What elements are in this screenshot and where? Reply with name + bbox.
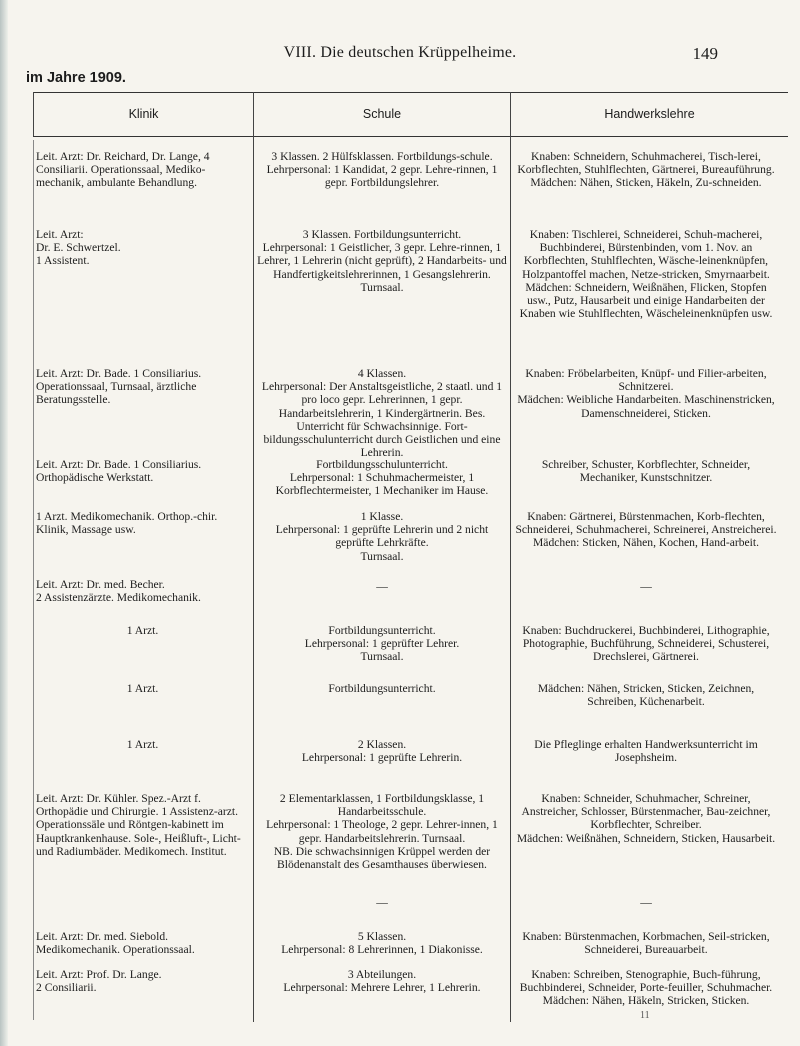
cell-text: Mädchen: Schneidern, Weißnähen, Flicken, Stopfen usw., Putz, Hausarbeit und einige Handarbeiten der Knaben wie Stuhlflechten, Wäscheleinenknüpfen usw. (519, 280, 773, 321)
cell-text: Lehrpersonal: 8 Lehrerinnen, 1 Diakonisse. (281, 943, 483, 957)
table-row-1-klinik (36, 150, 249, 190)
table-row-12-handwerk (514, 930, 778, 956)
table-row-9-klinik (36, 738, 249, 751)
table-row-10-schule (257, 792, 507, 871)
cell-text: Fortbildungsunterricht. (328, 682, 436, 695)
footer-signature-mark: 11 (640, 1010, 650, 1021)
cell-text: — (640, 896, 652, 909)
cell-text: Knaben: Schneider, Schuhmacher, Schreiner, Anstreicher, Schlosser, Bürstenmacher, Bau-zeichner, Korbflechter, Schreiber. (521, 792, 771, 832)
cell-text: 2 Klassen. (357, 738, 407, 751)
cell-text: 1 Arzt. Medikomechanik. Orthop.-chir. Klinik, Massage usw. (36, 510, 218, 537)
table-row-3-klinik (36, 367, 249, 407)
cell-text: Knaben: Tischlerei, Schneiderei, Schuh-macherei, Buchbinderei, Bürstenbinden, vom 1. Nov. an Korbflechten, Stuhlflechten, Wäsche-leinenknüpfen, Holzpantoffel machen, Netze-stricken, Smyrnaarbeit. (522, 228, 770, 281)
cell-text: Knaben: Buchdruckerei, Buchbinderei, Lithographie, Photographie, Buchführung, Schneiderei, Schusterei, Drechslerei, Gärtnerei. (522, 624, 770, 664)
cell-text: Lehrpersonal: Mehrere Lehrer, 1 Lehrerin. (283, 981, 481, 995)
table-row-6-klinik (36, 578, 249, 604)
table-row-13-klinik (36, 968, 249, 994)
page-number: 149 (692, 44, 718, 63)
table-row-4-handwerk (514, 458, 778, 484)
cell-text: 4 Klassen. (357, 367, 407, 380)
running-title: VIII. Die deutschen Krüppelheime. (283, 44, 517, 61)
table-row-5-handwerk (514, 510, 778, 550)
cell-text: Lehrpersonal: Der Anstaltsgeistliche, 2 staatl. und 1 pro loco gepr. Lehrerinnen, 1 gepr. Handarbeitslehrerin, 1 Kindergärtnerin. Bes. Unterricht für Schwachsinnige. Fort-bildungsschulunterricht durch Geistlichen und eine Lehrerin. (261, 380, 503, 460)
cell-text: Fortbildungsschulunterricht. (316, 458, 448, 471)
table-row-3-handwerk (514, 367, 778, 420)
cell-text: Lehrpersonal: 1 geprüfte Lehrerin. (301, 751, 463, 765)
table-row-12-schule (257, 930, 507, 956)
cell-text: Leit. Arzt: Dr. med. Siebold. Medikomechanik. Operationssaal. (36, 930, 195, 957)
table-row-4-klinik (36, 458, 249, 484)
column-header-handwerk: Handwerkslehre (604, 107, 695, 121)
cell-text: 1 Arzt. (126, 682, 159, 695)
cell-text: NB. Die schwachsinnigen Krüppel werden der Blödenanstalt des Gesamthauses überwiesen. (273, 844, 491, 872)
table-row-3-schule (257, 367, 507, 459)
cell-text: 1 Assistent. (36, 254, 90, 268)
column-divider-2 (510, 92, 511, 1022)
table-row-8-schule (257, 682, 507, 695)
table-row-2-schule (257, 228, 507, 294)
table-row-1-handwerk (514, 150, 778, 190)
cell-text: Mädchen: Nähen, Sticken, Häkeln, Zu-schneiden. (530, 176, 762, 190)
column-header-klinik: Klinik (128, 107, 159, 121)
cell-text: Lehrpersonal: 1 Kandidat, 2 gepr. Lehre-rinnen, 1 gepr. Fortbildungslehrer. (266, 163, 498, 190)
cell-text: Turnsaal. (360, 650, 404, 664)
table-row-8-handwerk (514, 682, 778, 708)
cell-text: 1 Arzt. (126, 624, 159, 637)
table-row-5-schule (257, 510, 507, 563)
cell-text: Leit. Arzt: Dr. Kühler. Spez.-Arzt f. Orthopädie und Chirurgie. 1 Assistenz-arzt. Operationssäle und Röntgen-kabinett im Hauptkrankenhause. Sole-, Heißluft-, Licht- und Radiumbäder. Medikomech. Institut. (36, 792, 241, 858)
column-header-schule: Schule (362, 107, 402, 121)
cell-text: 3 Abteilungen. (347, 968, 417, 981)
cell-text: Leit. Arzt: (36, 228, 84, 241)
cell-text: Dr. E. Schwertzel. (36, 241, 121, 255)
cell-text: Knaben: Schneidern, Schuhmacherei, Tisch-lerei, Korbflechten, Stuhlflechten, Gärtnerei, Bureauführung. (517, 150, 775, 177)
cell-text: 2 Consiliarii. (36, 981, 97, 995)
cell-text: Leit. Arzt: Dr. Bade. 1 Consiliarius. Operationssaal, Turnsaal, ärztliche Beratungsstelle. (36, 367, 202, 407)
table-row-11-handwerk (514, 896, 778, 909)
cell-text: Mädchen: Sticken, Nähen, Kochen, Hand-arbeit. (533, 536, 759, 550)
table-top-rule (33, 92, 788, 93)
cell-text: Mädchen: Weibliche Handarbeiten. Maschinenstricken, Damenschneiderei, Sticken. (517, 393, 775, 420)
table-row-8-klinik (36, 682, 249, 695)
table-row-1-schule (257, 150, 507, 190)
table-row-6-schule (257, 580, 507, 593)
table-row-10-handwerk (514, 792, 778, 845)
cell-text: 5 Klassen. (357, 930, 407, 943)
table-row-10-klinik (36, 792, 249, 858)
table-row-7-klinik (36, 624, 249, 637)
cell-text: Leit. Arzt: Prof. Dr. Lange. (36, 968, 162, 981)
cell-text: 1 Klasse. (360, 510, 404, 523)
table-row-5-klinik (36, 510, 249, 536)
cell-text: — (376, 896, 388, 909)
table-row-9-handwerk (514, 738, 778, 764)
cell-text: Die Pfleglinge erhalten Handwerksunterricht im Josephsheim. (534, 738, 758, 765)
cell-text: Mädchen: Weißnähen, Schneidern, Sticken, Hausarbeit. (516, 831, 776, 845)
cell-text: Knaben: Fröbelarbeiten, Knüpf- und Filier-arbeiten, Schnitzerei. (525, 367, 767, 394)
cell-text: 2 Elementarklassen, 1 Fortbildungsklasse, 1 Handarbeitsschule. (279, 792, 485, 819)
cell-text: Knaben: Bürstenmachen, Korbmachen, Seil-stricken, Schneiderei, Bureauarbeit. (522, 930, 770, 957)
cell-text: Turnsaal. (360, 549, 404, 563)
table-row-7-schule (257, 624, 507, 664)
cell-text: Lehrpersonal: 1 geprüfter Lehrer. (304, 637, 460, 651)
cell-text: Lehrpersonal: 1 geprüfte Lehrerin und 2 nicht geprüfte Lehrkräfte. (275, 523, 489, 550)
table-row-12-klinik (36, 930, 249, 956)
cell-text: Schreiber, Schuster, Korbflechter, Schneider, Mechaniker, Kunstschnitzer. (541, 458, 751, 485)
cell-text: 3 Klassen. Fortbildungsunterricht. (302, 228, 462, 241)
cell-text: Knaben: Schreiben, Stenographie, Buch-führung, Buchbinderei, Schneider, Porte-feuiller, Schuhmacher. (519, 968, 773, 995)
year-heading: im Jahre 1909. (26, 70, 126, 86)
cell-text: 3 Klassen. 2 Hülfsklassen. Fortbildungs-schule. (271, 150, 493, 163)
scan-edge-shadow (0, 0, 8, 1046)
cell-text: Mädchen: Nähen, Häkeln, Stricken, Sticken. (542, 994, 750, 1008)
cell-text: Lehrpersonal: 1 Geistlicher, 3 gepr. Lehre-rinnen, 1 Lehrer, 1 Lehrerin (nicht geprüft), 2 Handarbeits- und Handfertigkeitslehrerinnen, 1 Gesangslehrerin. Turnsaal. (257, 241, 507, 294)
cell-text: Leit. Arzt: Dr. Reichard, Dr. Lange, 4 Consiliarii. Operationssaal, Mediko-mechanik, ambulante Behandlung. (36, 150, 210, 190)
page-header (0, 44, 800, 68)
table-row-2-handwerk (514, 228, 778, 320)
table-header-rule (33, 136, 788, 137)
table-row-11-schule (257, 896, 507, 909)
cell-text: Mädchen: Nähen, Stricken, Sticken, Zeichnen, Schreiben, Küchenarbeit. (537, 682, 755, 709)
cell-text: Knaben: Gärtnerei, Bürstenmachen, Korb-flechten, Schneiderei, Schuhmacherei, Schreinerei, Anstreicherei. (515, 510, 777, 537)
cell-text: Fortbildungsunterricht. (328, 624, 436, 637)
cell-text: Lehrpersonal: 1 Theologe, 2 gepr. Lehrer-innen, 1 gepr. Handarbeitslehrerin. Turnsaal. (266, 818, 498, 845)
table-row-2-klinik (36, 228, 249, 268)
table-row-7-handwerk (514, 624, 778, 664)
table-left-border-body (33, 140, 34, 1020)
column-divider-1 (253, 92, 254, 1022)
cell-text: Leit. Arzt: Dr. med. Becher. (36, 578, 165, 591)
table-row-4-schule (257, 458, 507, 498)
table-row-9-schule (257, 738, 507, 764)
cell-text: Lehrpersonal: 1 Schuhmachermeister, 1 Korbflechtermeister, 1 Mechaniker im Hause. (275, 471, 489, 498)
table-row-6-handwerk (514, 580, 778, 593)
cell-text: 2 Assistenzärzte. Medikomechanik. (36, 591, 201, 605)
cell-text: Leit. Arzt: Dr. Bade. 1 Consiliarius. Orthopädische Werkstatt. (36, 458, 202, 485)
table-row-13-schule (257, 968, 507, 994)
cell-text: — (376, 580, 388, 593)
cell-text: 1 Arzt. (126, 738, 159, 751)
table-row-13-handwerk (514, 968, 778, 1008)
cell-text: — (640, 580, 652, 593)
